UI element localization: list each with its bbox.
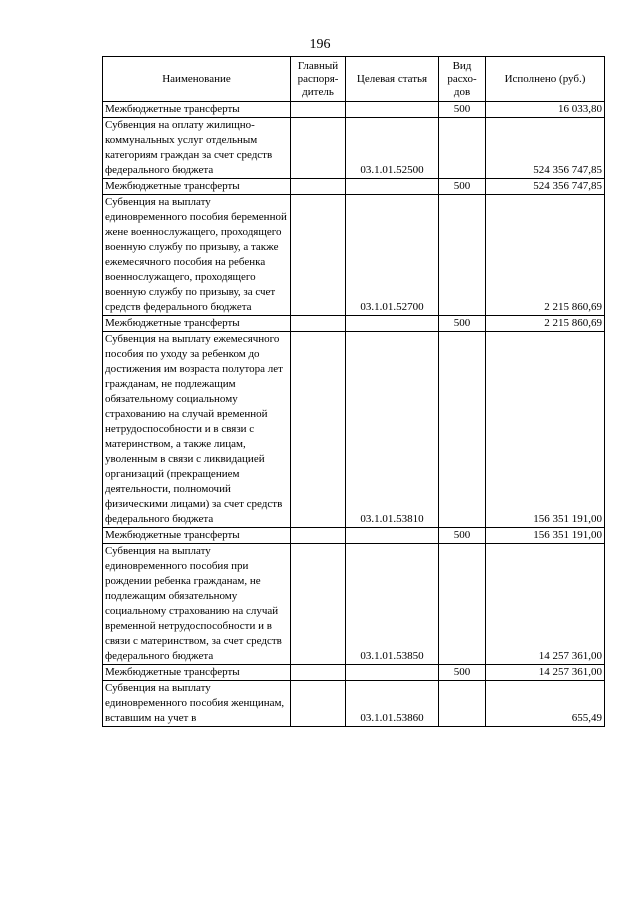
- row-expense: [439, 544, 486, 665]
- header-admin: Главный распоря-дитель: [291, 57, 346, 102]
- row-amount: 16 033,80: [486, 102, 605, 118]
- row-admin: [291, 118, 346, 179]
- table-row: [103, 102, 605, 118]
- table-row: [103, 332, 605, 528]
- table-row: [103, 665, 605, 681]
- page-number: 196: [309, 37, 331, 52]
- row-name: Субвенция на выплату единовременного пособия беременной жене военнослужащего, проходящего военную службу по призыву, а также ежемесячного пособия на ребенка военнослужащего, проходящего военную службу по призыву, за счет средств федерального бюджета: [103, 195, 291, 316]
- row-name: Межбюджетные трансферты: [103, 665, 291, 681]
- row-expense: [439, 681, 486, 727]
- table-row: [103, 681, 605, 727]
- row-admin: [291, 544, 346, 665]
- row-name: Субвенция на оплату жилищно-коммунальных услуг отдельным категориям граждан за счет средств федерального бюджета: [103, 118, 291, 179]
- table-row: [103, 528, 605, 544]
- budget-table: [102, 56, 605, 727]
- row-admin: [291, 195, 346, 316]
- row-article: 03.1.01.52500: [346, 118, 439, 179]
- row-article: 03.1.01.52700: [346, 195, 439, 316]
- row-article: [346, 665, 439, 681]
- row-expense: 500: [439, 102, 486, 118]
- row-amount: 14 257 361,00: [486, 544, 605, 665]
- row-name: Межбюджетные трансферты: [103, 102, 291, 118]
- row-name: Межбюджетные трансферты: [103, 179, 291, 195]
- row-name: Субвенция на выплату единовременного пособия женщинам, вставшим на учет в: [103, 681, 291, 727]
- row-article: [346, 528, 439, 544]
- row-expense: 500: [439, 316, 486, 332]
- row-expense: [439, 332, 486, 528]
- row-amount: 524 356 747,85: [486, 179, 605, 195]
- row-name: Межбюджетные трансферты: [103, 316, 291, 332]
- table-row: [103, 544, 605, 665]
- row-amount: 2 215 860,69: [486, 195, 605, 316]
- row-admin: [291, 332, 346, 528]
- row-expense: 500: [439, 179, 486, 195]
- row-expense: 500: [439, 528, 486, 544]
- row-amount: 14 257 361,00: [486, 665, 605, 681]
- row-article: [346, 179, 439, 195]
- row-admin: [291, 102, 346, 118]
- table-row: [103, 118, 605, 179]
- row-amount: 156 351 191,00: [486, 528, 605, 544]
- row-name: Субвенция на выплату ежемесячного пособия по уходу за ребенком до достижения им возраста полутора лет гражданам, не подлежащим обязательному социальному страхованию на случай временной нетрудоспособности и в связи с материнством, а также лицам, уволенным в связи с ликвидацией организаций (прекращением деятельности, полномочий физическими лицами) за счет средств федерального бюджета: [103, 332, 291, 528]
- row-article: [346, 316, 439, 332]
- table-row: [103, 316, 605, 332]
- row-article: 03.1.01.53850: [346, 544, 439, 665]
- row-name: Субвенция на выплату единовременного пособия при рождении ребенка гражданам, не подлежащим обязательному социальному страхованию на случай временной нетрудоспособности и в связи с материнством, за счет средств федерального бюджета: [103, 544, 291, 665]
- row-expense: 500: [439, 665, 486, 681]
- row-amount: 655,49: [486, 681, 605, 727]
- header-expense: Вид расхо-дов: [439, 57, 486, 102]
- row-article: [346, 102, 439, 118]
- row-article: 03.1.01.53860: [346, 681, 439, 727]
- header-amount: Исполнено (руб.): [486, 57, 605, 102]
- row-admin: [291, 665, 346, 681]
- table-row: [103, 179, 605, 195]
- table-row: [103, 195, 605, 316]
- row-admin: [291, 528, 346, 544]
- row-amount: 524 356 747,85: [486, 118, 605, 179]
- row-expense: [439, 118, 486, 179]
- header-name: Наименование: [103, 57, 291, 102]
- row-admin: [291, 316, 346, 332]
- row-admin: [291, 179, 346, 195]
- row-admin: [291, 681, 346, 727]
- row-article: 03.1.01.53810: [346, 332, 439, 528]
- header-article: Целевая статья: [346, 57, 439, 102]
- row-amount: 156 351 191,00: [486, 332, 605, 528]
- row-amount: 2 215 860,69: [486, 316, 605, 332]
- row-name: Межбюджетные трансферты: [103, 528, 291, 544]
- row-expense: [439, 195, 486, 316]
- table-header-row: [103, 57, 605, 102]
